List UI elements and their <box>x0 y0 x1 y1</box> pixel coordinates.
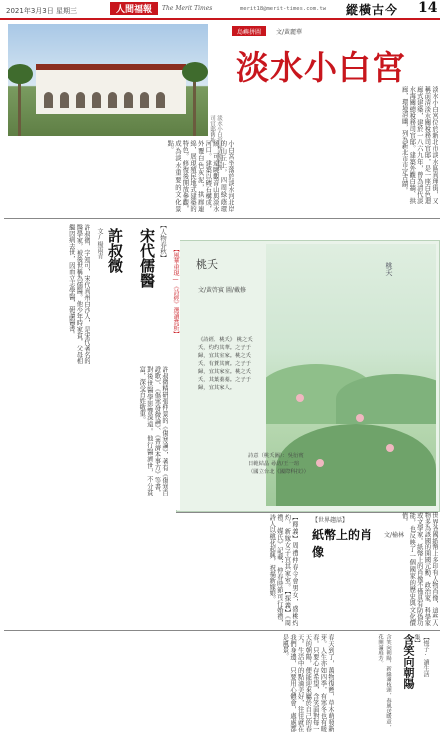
column-badge: 島嶼拼圖 <box>232 26 266 36</box>
white-house-photo <box>8 24 208 136</box>
renwu-body-a: 許叔微，字知可，宋代真州白沙人，是宋代著名的醫學家，被後世稱為儒醫。他少年時家貧，父母相繼因病去世，因而立志學醫，研讀醫書。 <box>67 224 90 364</box>
painting-title: 桃夭 <box>385 262 393 276</box>
article-title: 淡水小白宮 <box>236 48 406 87</box>
renwu-title-a: 宋代儒醫 <box>138 228 156 288</box>
section-name: 縱橫古今 <box>346 3 399 17</box>
world-column-tag: 【世界趨話】 <box>312 515 360 525</box>
bottom-title: 含笑向朝陽 <box>402 634 415 689</box>
renwu-byline: 文/楊雨青 <box>96 228 103 259</box>
article-byline: 文/黃麗華 <box>276 29 303 36</box>
contact-email: merit18@merit-times.com.tw <box>240 6 327 12</box>
issue-date: 2021年3月3日 星期三 <box>6 7 77 15</box>
newspaper-logo: 人間福報 <box>110 2 158 15</box>
bottom-poem: 含笑向朝陽，新綠滿枝頭，春風送暖意，花開滿庭芳。 <box>377 634 391 730</box>
header-rule <box>0 18 440 20</box>
painting-caption: 詩意（桃夭圖）：吳衍賓 日範結晶 尋訪/王一瑄 （國立台北《國際科技》） <box>248 453 309 475</box>
poem-column-tag: 【風華重現—《詩經》選讀賞析】 <box>172 246 179 337</box>
bottom-divider <box>4 630 440 631</box>
world-body: 世界各國紙幣上多印有人物肖像，這些人物多為該國的開國元勳、政治家、科學家或文學家。紙幣上的肖像不僅具有防偽功能，也反映了一個國家的歷史與文化價值。 <box>400 512 438 626</box>
article-body-continued: 小白宮坐落於淡水河北岸的山丘上，四周綠蔭環繞，可遠眺觀音山與淡水河口。建築以磚石構成，外覆白色灰泥，拱廊連綿，展現殖民地式建築的特色。修復後開放參觀，成為淡水重要的文化景點。 <box>166 140 234 212</box>
section-divider <box>4 218 440 219</box>
renwu-column-tag: 【人物春秋】 <box>159 222 167 261</box>
bottom-column-tag: 【慢子·讀生活集】 <box>413 634 429 677</box>
photo-caption: 淡水小白宮是清總稅務司官邸舊址。 <box>209 115 222 170</box>
poem-text: 《詩經．桃夭》 桃之夭夭，灼灼其華。之子于歸，宜其室家。桃之夭夭，有蕡其實。之子于歸，宜其家室。桃之夭夭，其葉蓁蓁。之子于歸，宜其家人。 <box>198 337 253 391</box>
renwu-title-b: 許叔微 <box>106 228 124 273</box>
renwu-body-b: 許叔微精研張仲景的《傷寒論》，著有《傷寒百證歌》、《傷寒發微論》、《普濟本事方》等書，對後世醫學影響深遠。他行醫濟世，不分貧富，深受百姓敬重。 <box>138 366 168 496</box>
poem-title: 桃夭 <box>196 258 218 271</box>
page-number: 14 <box>418 0 438 16</box>
poem-commentary: 【釋義】周禮仲春令會男女，盛桃灼灼，新嫁女子宜其家室。【探義】《周禮．媒氏》記載，仲春時節可行婚禮，詩人以桃花起興，祝福新嫁娘。 <box>268 514 298 626</box>
newspaper-name-en: The Merit Times <box>162 5 213 12</box>
world-byline: 文/榆林 <box>384 532 405 539</box>
world-title: 紙幣上的肖像 <box>312 526 382 542</box>
building-illustration <box>36 64 186 114</box>
bottom-body: 春天到了，萬物復甦，草木萌發新芽。人生亦如四季，有寒冬也有暖春。只要心存希望，含笑面對每一天的朝陽，便能迎來屬於自己的春天。生活中的點滴美好，往往就在我們身邊，只要用心體會，處處都是風景。 <box>281 634 334 732</box>
poem-author: 文/黃啓賓 圖/戴修 <box>198 287 246 294</box>
article-body: 淡水小白宮位於新北市淡水區真理街，又稱前清淡水關稅務司官邸，是一座白色迴廊式建築，建於一八六九年，曾為清代淡水海關總稅務司官邸。建築外觀白牆、拱廊，環境清幽，列為新北市市定古蹟。 <box>400 86 438 204</box>
